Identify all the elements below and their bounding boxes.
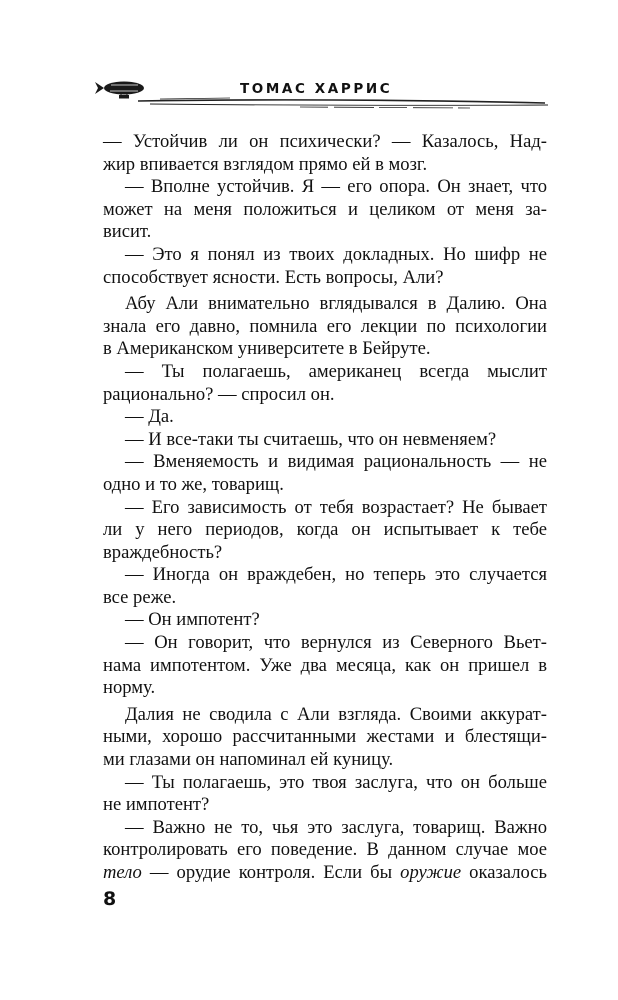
text-line: — Да. bbox=[125, 406, 174, 428]
text-line: — Важно не то, чья это заслуга, товарищ. Важно bbox=[125, 816, 547, 838]
text-line: рационально? — спросил он. bbox=[103, 383, 335, 405]
text-line: способствует ясности. Есть вопросы, Али? bbox=[103, 266, 444, 288]
text-line: все реже. bbox=[103, 586, 177, 608]
text-line: — И все-таки ты считаешь, что он невменяем? bbox=[125, 428, 497, 450]
text-line: — Вполне устойчив. Я — его опора. Он знает, что bbox=[125, 176, 547, 198]
text-line: — Ты полагаешь, это твоя заслуга, что он больше bbox=[125, 771, 547, 793]
text-line: — Устойчив ли он психически? — Казалось, Над- bbox=[103, 131, 547, 152]
text-line: ными, хорошо рассчитанными жестами и блестящи- bbox=[103, 726, 547, 748]
page-body-text bbox=[103, 131, 547, 885]
text-line: — Это я понял из твоих докладных. Но шифр не bbox=[125, 243, 547, 265]
text-fragment: оказалось bbox=[461, 862, 547, 883]
text-line: ли у него периодов, когда он испытывает к тебе bbox=[103, 519, 547, 541]
text-line: — Его зависимость от тебя возрастает? Не бывает bbox=[125, 496, 547, 518]
book-author: ТОМАС ХАРРИС bbox=[240, 81, 393, 97]
text-line: Далия не сводила с Али взгляда. Своими аккурат- bbox=[125, 703, 547, 725]
running-header bbox=[0, 0, 618, 120]
text-line: жир впивается взглядом прямо ей в мозг. bbox=[103, 153, 428, 175]
text-line: — Ты полагаешь, американец всегда мыслит bbox=[125, 360, 547, 382]
text-line: — Он говорит, что вернулся из Северного Вьет- bbox=[125, 632, 547, 654]
page-number: 8 bbox=[103, 888, 117, 910]
text-line: ми глазами он напоминал ей куницу. bbox=[103, 749, 394, 771]
text-line: может на меня положиться и целиком от меня за- bbox=[103, 198, 547, 220]
text-line: одно и то же, товарищ. bbox=[103, 473, 284, 495]
text-line: Абу Али внимательно вглядывался в Далию. Она bbox=[125, 293, 547, 315]
text-line-last bbox=[103, 862, 547, 885]
italic-word-telo: тело bbox=[103, 862, 142, 883]
text-line: контролировать его поведение. В данном случае мое bbox=[103, 839, 547, 861]
text-line: не импотент? bbox=[103, 794, 210, 816]
italic-word-oruzhie: оружие bbox=[400, 862, 462, 883]
text-line: знала его давно, помнила его лекции по психологии bbox=[103, 315, 547, 337]
text-line: висит. bbox=[103, 221, 152, 243]
text-line: нама импотентом. Уже два месяца, как он пришел в bbox=[103, 654, 547, 676]
text-line: — Он импотент? bbox=[125, 609, 260, 631]
text-line: — Иногда он враждебен, но теперь это случается bbox=[125, 564, 547, 586]
header-speed-lines bbox=[138, 98, 548, 108]
text-line: враждебность? bbox=[103, 541, 223, 563]
airship-icon bbox=[95, 82, 144, 99]
text-line: — Вменяемость и видимая рациональность — не bbox=[125, 451, 547, 473]
text-line: в Американском университете в Бейруте. bbox=[103, 338, 431, 360]
text-fragment: — орудие контроля. Если бы bbox=[141, 862, 401, 883]
text-line: норму. bbox=[103, 677, 156, 699]
header-ornament bbox=[0, 0, 618, 120]
